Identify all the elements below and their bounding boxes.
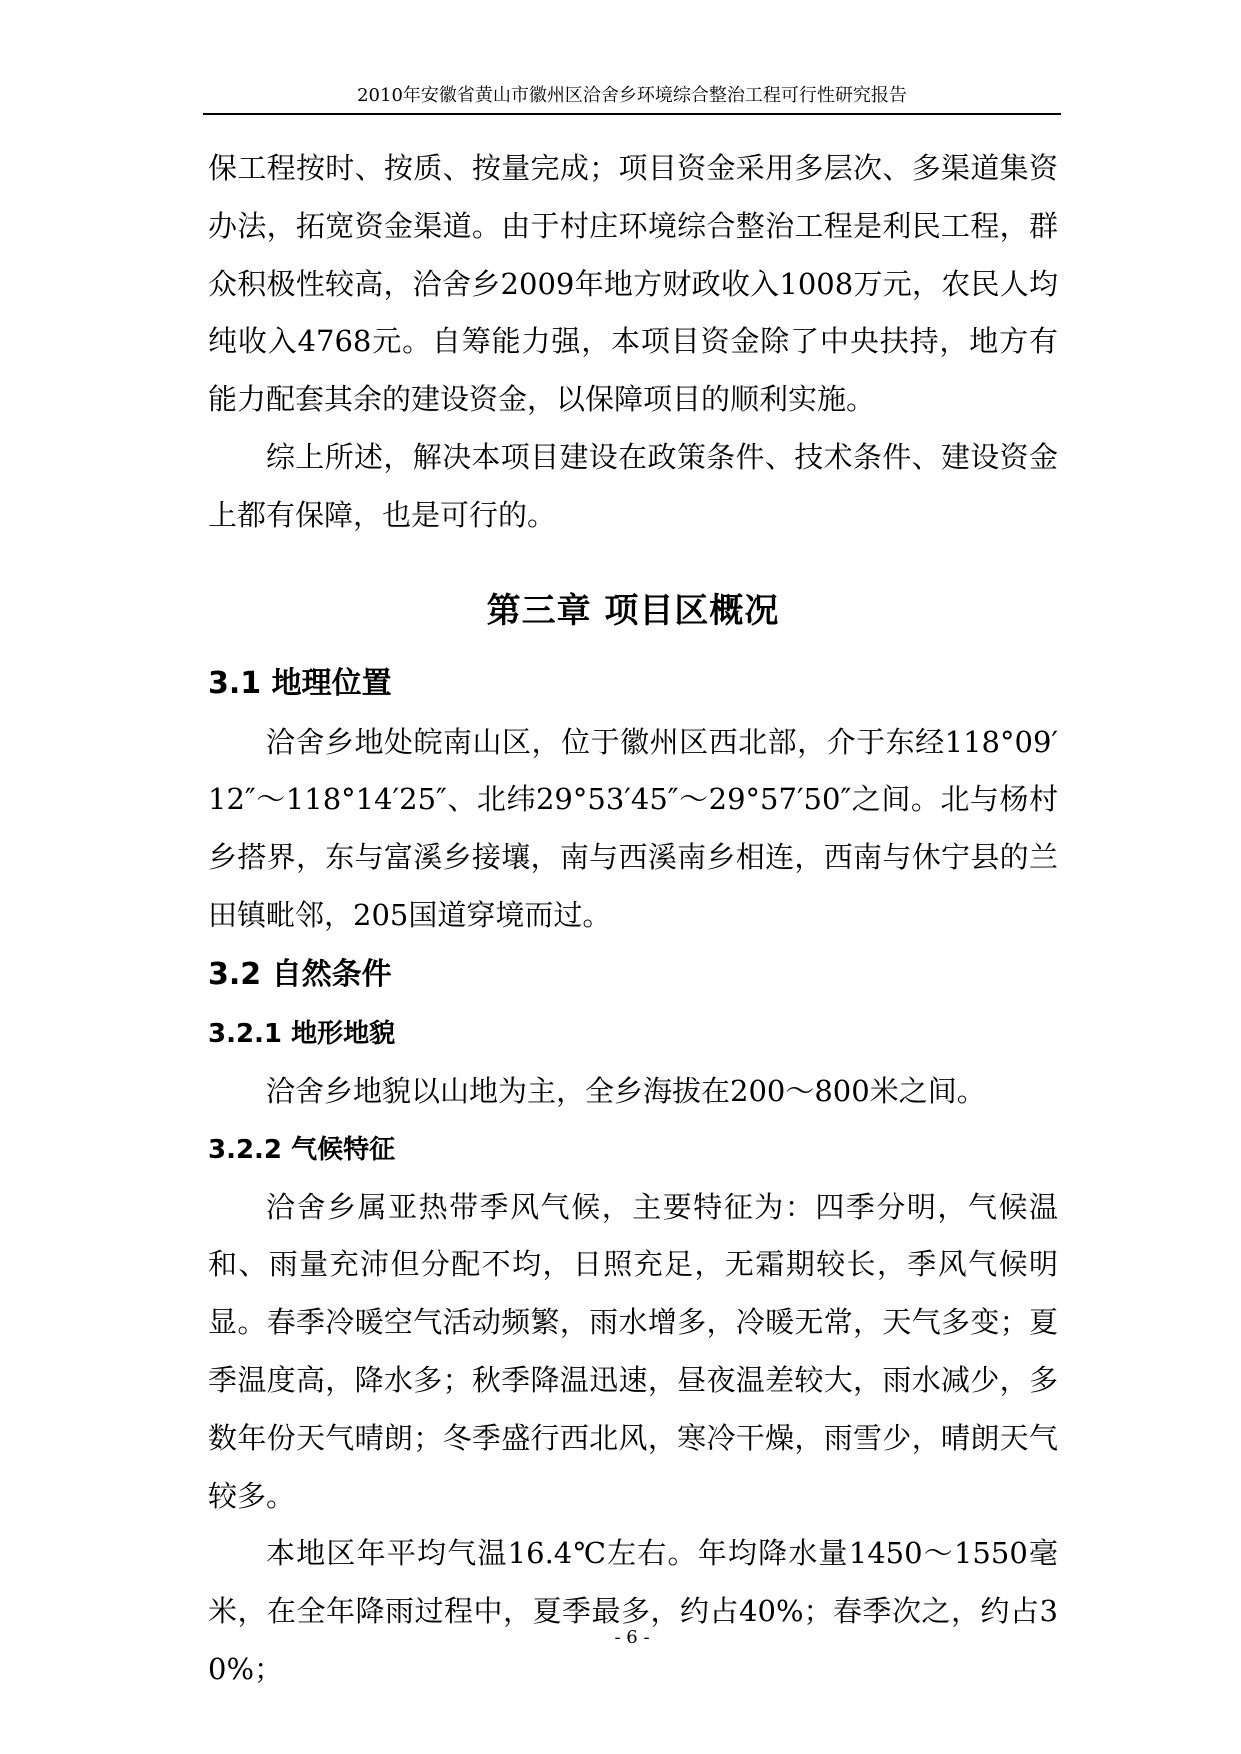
section-heading-natural-conditions: 3.2 自然条件 [208, 956, 392, 992]
paragraph-climate: 洽舍乡属亚热带季风气候，主要特征为：四季分明，气候温和、雨量充沛但分配不均，日照充足，无霜期较长，季风气候明显。春季冷暖空气活动频繁，雨水增多，冷暖无常，天气多变；夏季温度高，降水多；秋季降温迅速，昼夜温差较大，雨水减少，多数年份天气晴朗；冬季盛行西北风，寒冷干燥，雨雪少，晴朗天气较多。 [208, 1189, 1058, 1513]
page-number: - 6 - [614, 1627, 650, 1648]
paragraph-climate-stats: 本地区年平均气温16.4℃左右。年均降水量1450～1550毫米，在全年降雨过程中，夏季最多，约占40%；春季次之，约占30%； [208, 1536, 1058, 1686]
header-divider [203, 113, 1061, 115]
paragraph-terrain: 洽舍乡地貌以山地为主，全乡海拔在200～800米之间。 [266, 1073, 986, 1108]
page-header: 2010年安徽省黄山市徽州区洽舍乡环境综合整治工程可行性研究报告 [357, 85, 907, 106]
paragraph-summary: 综上所述，解决本项目建设在政策条件、技术条件、建设资金上都有保障，也是可行的。 [208, 439, 1058, 532]
page-body [208, 140, 1058, 1699]
section-heading-geography: 3.1 地理位置 [208, 665, 392, 701]
subsection-heading-terrain: 3.2.1 地形地貌 [208, 1018, 396, 1049]
paragraph-funding: 保工程按时、按质、按量完成；项目资金采用多层次、多渠道集资办法，拓宽资金渠道。由于村庄环境综合整治工程是利民工程，群众积极性较高，洽舍乡2009年地方财政收入1008万元，农民人均纯收入4768元。自筹能力强，本项目资金除了中央扶持，地方有能力配套其余的建设资金，以保障项目的顺利实施。 [208, 151, 1058, 417]
paragraph-geography: 洽舍乡地处皖南山区，位于徽州区西北部，介于东经118°09′12″～118°14′25″、北纬29°53′45″～29°57′50″之间。北与杨村乡搭界，东与富溪乡接壤，南与西溪南乡相连，西南与休宁县的兰田镇毗邻，205国道穿境而过。 [208, 724, 1058, 932]
subsection-heading-climate: 3.2.2 气候特征 [208, 1134, 396, 1165]
chapter-title: 第三章 项目区概况 [486, 590, 780, 631]
